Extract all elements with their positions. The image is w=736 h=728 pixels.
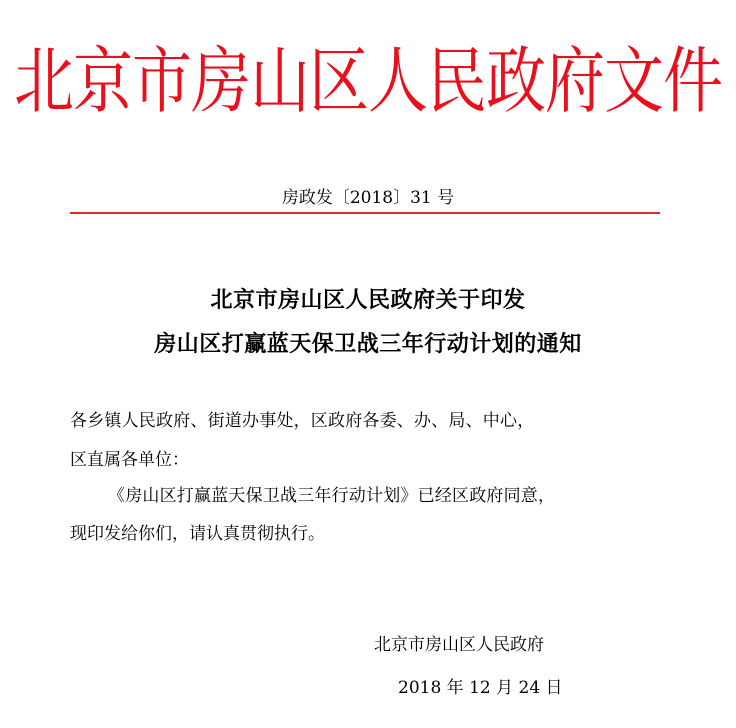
body-paragraph-line-2: 现印发给你们，请认真贯彻执行。: [70, 524, 325, 544]
addressee-line-2: 区直属各单位：: [70, 450, 189, 470]
notice-title-line-1: 北京市房山区人民政府关于印发: [210, 288, 526, 313]
signature-date: 2018 年 12 月 24 日: [398, 678, 563, 698]
addressee-line-1: 各乡镇人民政府、街道办事处，区政府各委、办、局、中心，: [70, 411, 535, 431]
header-title: 北京市房山区人民政府文件: [14, 40, 722, 124]
signature-organization: 北京市房山区人民政府: [374, 635, 544, 655]
notice-title-line-2: 房山区打赢蓝天保卫战三年行动计划的通知: [154, 332, 582, 357]
document-number: 房政发〔2018〕31 号: [281, 188, 455, 208]
red-rule-divider: [70, 212, 660, 214]
body-paragraph-line-1: 《房山区打赢蓝天保卫战三年行动计划》已经区政府同意，: [108, 486, 556, 506]
